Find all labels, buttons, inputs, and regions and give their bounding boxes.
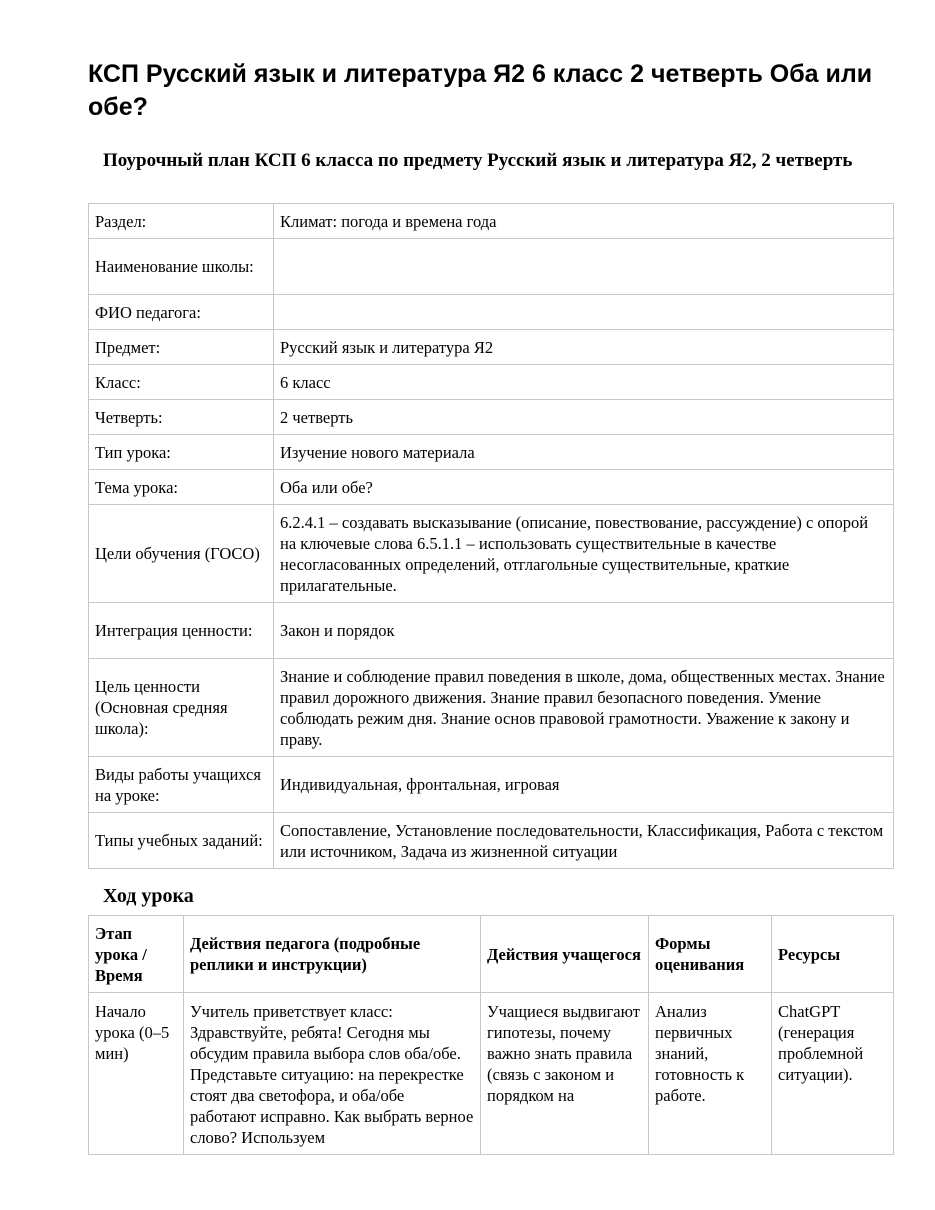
info-label: Раздел: — [89, 204, 274, 239]
info-row-learning-goals — [89, 505, 894, 603]
info-label: Цель ценности (Основная средняя школа): — [89, 659, 274, 757]
cell-student-actions: Учащиеся выдвигают гипотезы, почему важно знать правила (связь с законом и порядком на — [481, 993, 649, 1155]
table-row — [89, 993, 894, 1155]
info-row-teacher — [89, 295, 894, 330]
info-row-topic — [89, 470, 894, 505]
info-row-lesson-type — [89, 435, 894, 470]
info-row-task-types — [89, 813, 894, 869]
info-label: Наименование школы: — [89, 239, 274, 295]
lesson-progress-heading: Ход урока — [103, 885, 194, 907]
info-value: Климат: погода и времена года — [274, 204, 894, 239]
info-label: Виды работы учащихся на уроке: — [89, 757, 274, 813]
info-label: Тип урока: — [89, 435, 274, 470]
info-label: Цели обучения (ГОСО) — [89, 505, 274, 603]
header-resources: Ресурсы — [772, 916, 894, 993]
info-value — [274, 239, 894, 295]
info-value: Закон и порядок — [274, 603, 894, 659]
lesson-info-table — [88, 203, 894, 869]
info-value: Знание и соблюдение правил поведения в школе, дома, общественных местах. Знание правил дорожного движения. Знание правил безопасного поведения. Умение соблюдать режим дня. Знание основ правовой грамотности. Уважение к закону и праву. — [274, 659, 894, 757]
cell-stage: Начало урока (0–5 мин) — [89, 993, 184, 1155]
info-label: Предмет: — [89, 330, 274, 365]
info-label: ФИО педагога: — [89, 295, 274, 330]
header-student-actions: Действия учащегося — [481, 916, 649, 993]
plan-subtitle: Поурочный план КСП 6 класса по предмету Русский язык и литература Я2, 2 четверть — [103, 150, 853, 171]
info-row-work-types — [89, 757, 894, 813]
info-label: Четверть: — [89, 400, 274, 435]
info-label: Типы учебных заданий: — [89, 813, 274, 869]
info-value: Изучение нового материала — [274, 435, 894, 470]
info-value: Сопоставление, Установление последовательности, Классификация, Работа с текстом или источником, Задача из жизненной ситуации — [274, 813, 894, 869]
info-row-grade — [89, 365, 894, 400]
document-title: КСП Русский язык и литература Я2 6 класс 2 четверть Оба или обе? — [88, 60, 873, 121]
lesson-header-row — [89, 916, 894, 993]
cell-resources: ChatGPT (генерация проблемной ситуации). — [772, 993, 894, 1155]
info-value — [274, 295, 894, 330]
header-teacher-actions: Действия педагога (подробные реплики и инструкции) — [184, 916, 481, 993]
info-value: 6 класс — [274, 365, 894, 400]
info-row-section — [89, 204, 894, 239]
header-assessment-forms: Формы оценивания — [649, 916, 772, 993]
info-label: Класс: — [89, 365, 274, 400]
info-row-school — [89, 239, 894, 295]
info-row-subject — [89, 330, 894, 365]
header-stage-time: Этап урока / Время — [89, 916, 184, 993]
info-value: 2 четверть — [274, 400, 894, 435]
info-row-quarter — [89, 400, 894, 435]
info-row-value-integration — [89, 603, 894, 659]
info-label: Интеграция ценности: — [89, 603, 274, 659]
info-label: Тема урока: — [89, 470, 274, 505]
cell-assessment: Анализ первичных знаний, готовность к работе. — [649, 993, 772, 1155]
info-value: Индивидуальная, фронтальная, игровая — [274, 757, 894, 813]
cell-teacher-actions: Учитель приветствует класс: Здравствуйте, ребята! Сегодня мы обсудим правила выбора слов оба/обе. Представьте ситуацию: на перекрестке стоят два светофора, и оба/обе работают исправно. Как выбрать верное слово? Используем — [184, 993, 481, 1155]
info-value: Русский язык и литература Я2 — [274, 330, 894, 365]
lesson-progress-table — [88, 915, 894, 1155]
info-row-value-goal — [89, 659, 894, 757]
info-value: Оба или обе? — [274, 470, 894, 505]
info-value: 6.2.4.1 – создавать высказывание (описание, повествование, рассуждение) с опорой на ключевые слова 6.5.1.1 – использовать существительные в качестве несогласованных определений, отглагольные существительные, краткие прилагательные. — [274, 505, 894, 603]
